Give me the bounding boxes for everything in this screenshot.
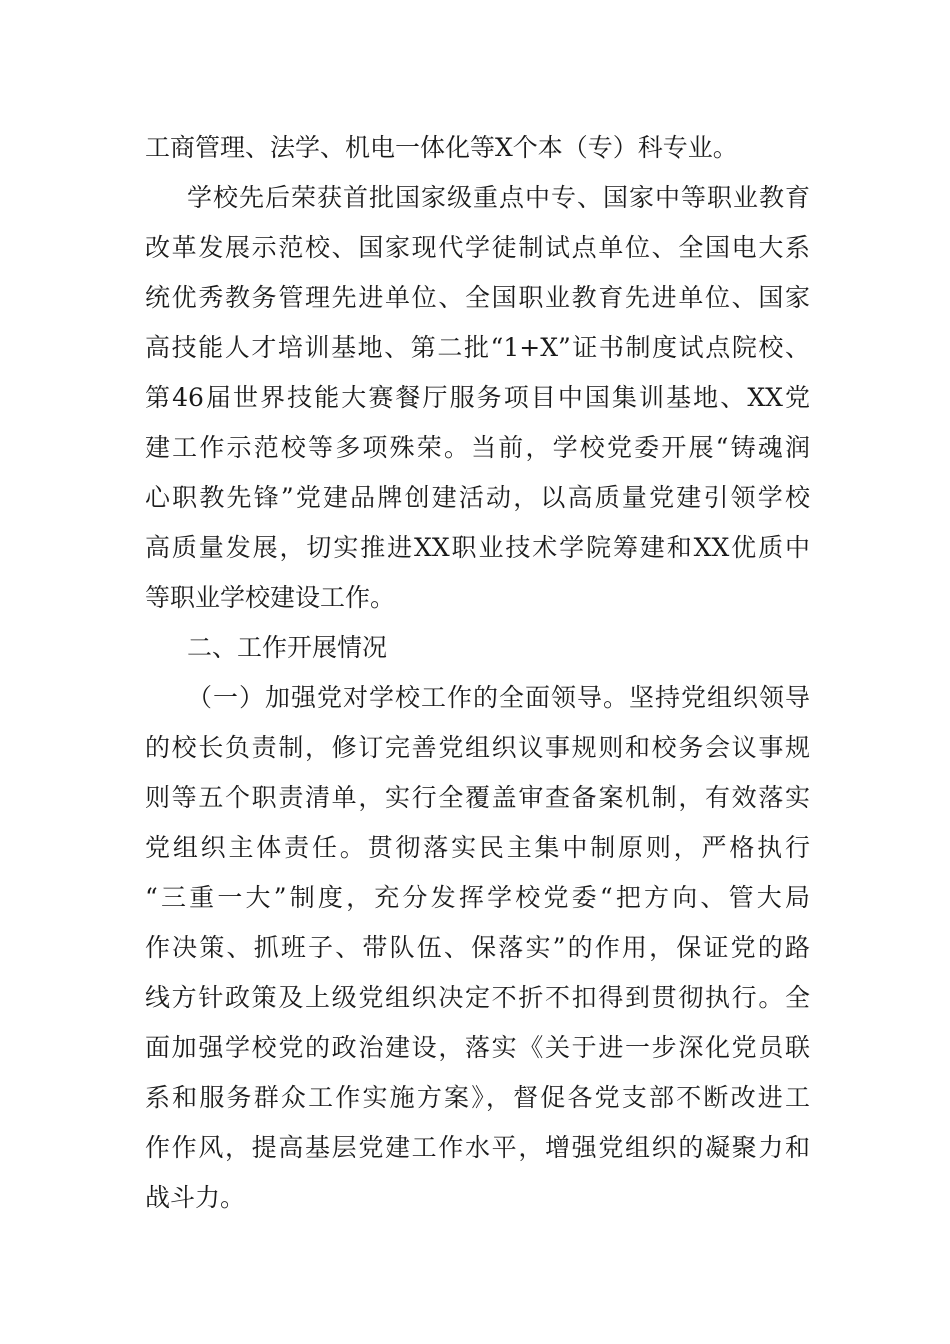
text-line: 作决策、抓班子、带队伍、保落实”的作用，保证党的路 [145,933,810,962]
subsection-first-line: （一）加强党对学校工作的全面领导。坚持党组织领导 [187,683,810,712]
text-line: 高质量发展，切实推进XX职业技术学院筹建和XX优质中 [145,533,810,562]
text-line: 线方针政策及上级党组织决定不折不扣得到贯彻执行。全 [145,983,810,1012]
text-line: 心职教先锋”党建品牌创建活动，以高质量党建引领学校 [145,483,810,512]
section-heading: 二、工作开展情况 [187,633,388,662]
text-line: 改革发展示范校、国家现代学徒制试点单位、全国电大系 [145,233,810,262]
text-line: 等职业学校建设工作。 [145,583,396,612]
text-line: 工商管理、法学、机电一体化等X个本（专）科专业。 [145,133,738,162]
text-line: 的校长负责制，修订完善党组织议事规则和校务会议事规 [145,733,810,762]
text-line: “三重一大”制度，充分发挥学校党委“把方向、管大局 [145,883,810,912]
text-line: 则等五个职责清单，实行全覆盖审查备案机制，有效落实 [145,783,810,812]
text-line: 第46届世界技能大赛餐厅服务项目中国集训基地、XX党 [145,383,810,412]
text-line: 统优秀教务管理先进单位、全国职业教育先进单位、国家 [145,283,810,312]
paragraph-first-line: 学校先后荣获首批国家级重点中专、国家中等职业教育 [187,183,810,212]
text-line: 作作风，提高基层党建工作水平，增强党组织的凝聚力和 [145,1133,810,1162]
text-line: 面加强学校党的政治建设，落实《关于进一步深化党员联 [145,1033,810,1062]
text-line: 建工作示范校等多项殊荣。当前，学校党委开展“铸魂润 [145,433,810,462]
text-line: 党组织主体责任。贯彻落实民主集中制原则，严格执行 [145,833,810,862]
text-line: 高技能人才培训基地、第二批“1+X”证书制度试点院校、 [145,333,810,362]
text-line: 战斗力。 [145,1183,246,1212]
text-line: 系和服务群众工作实施方案》，督促各党支部不断改进工 [145,1083,810,1112]
